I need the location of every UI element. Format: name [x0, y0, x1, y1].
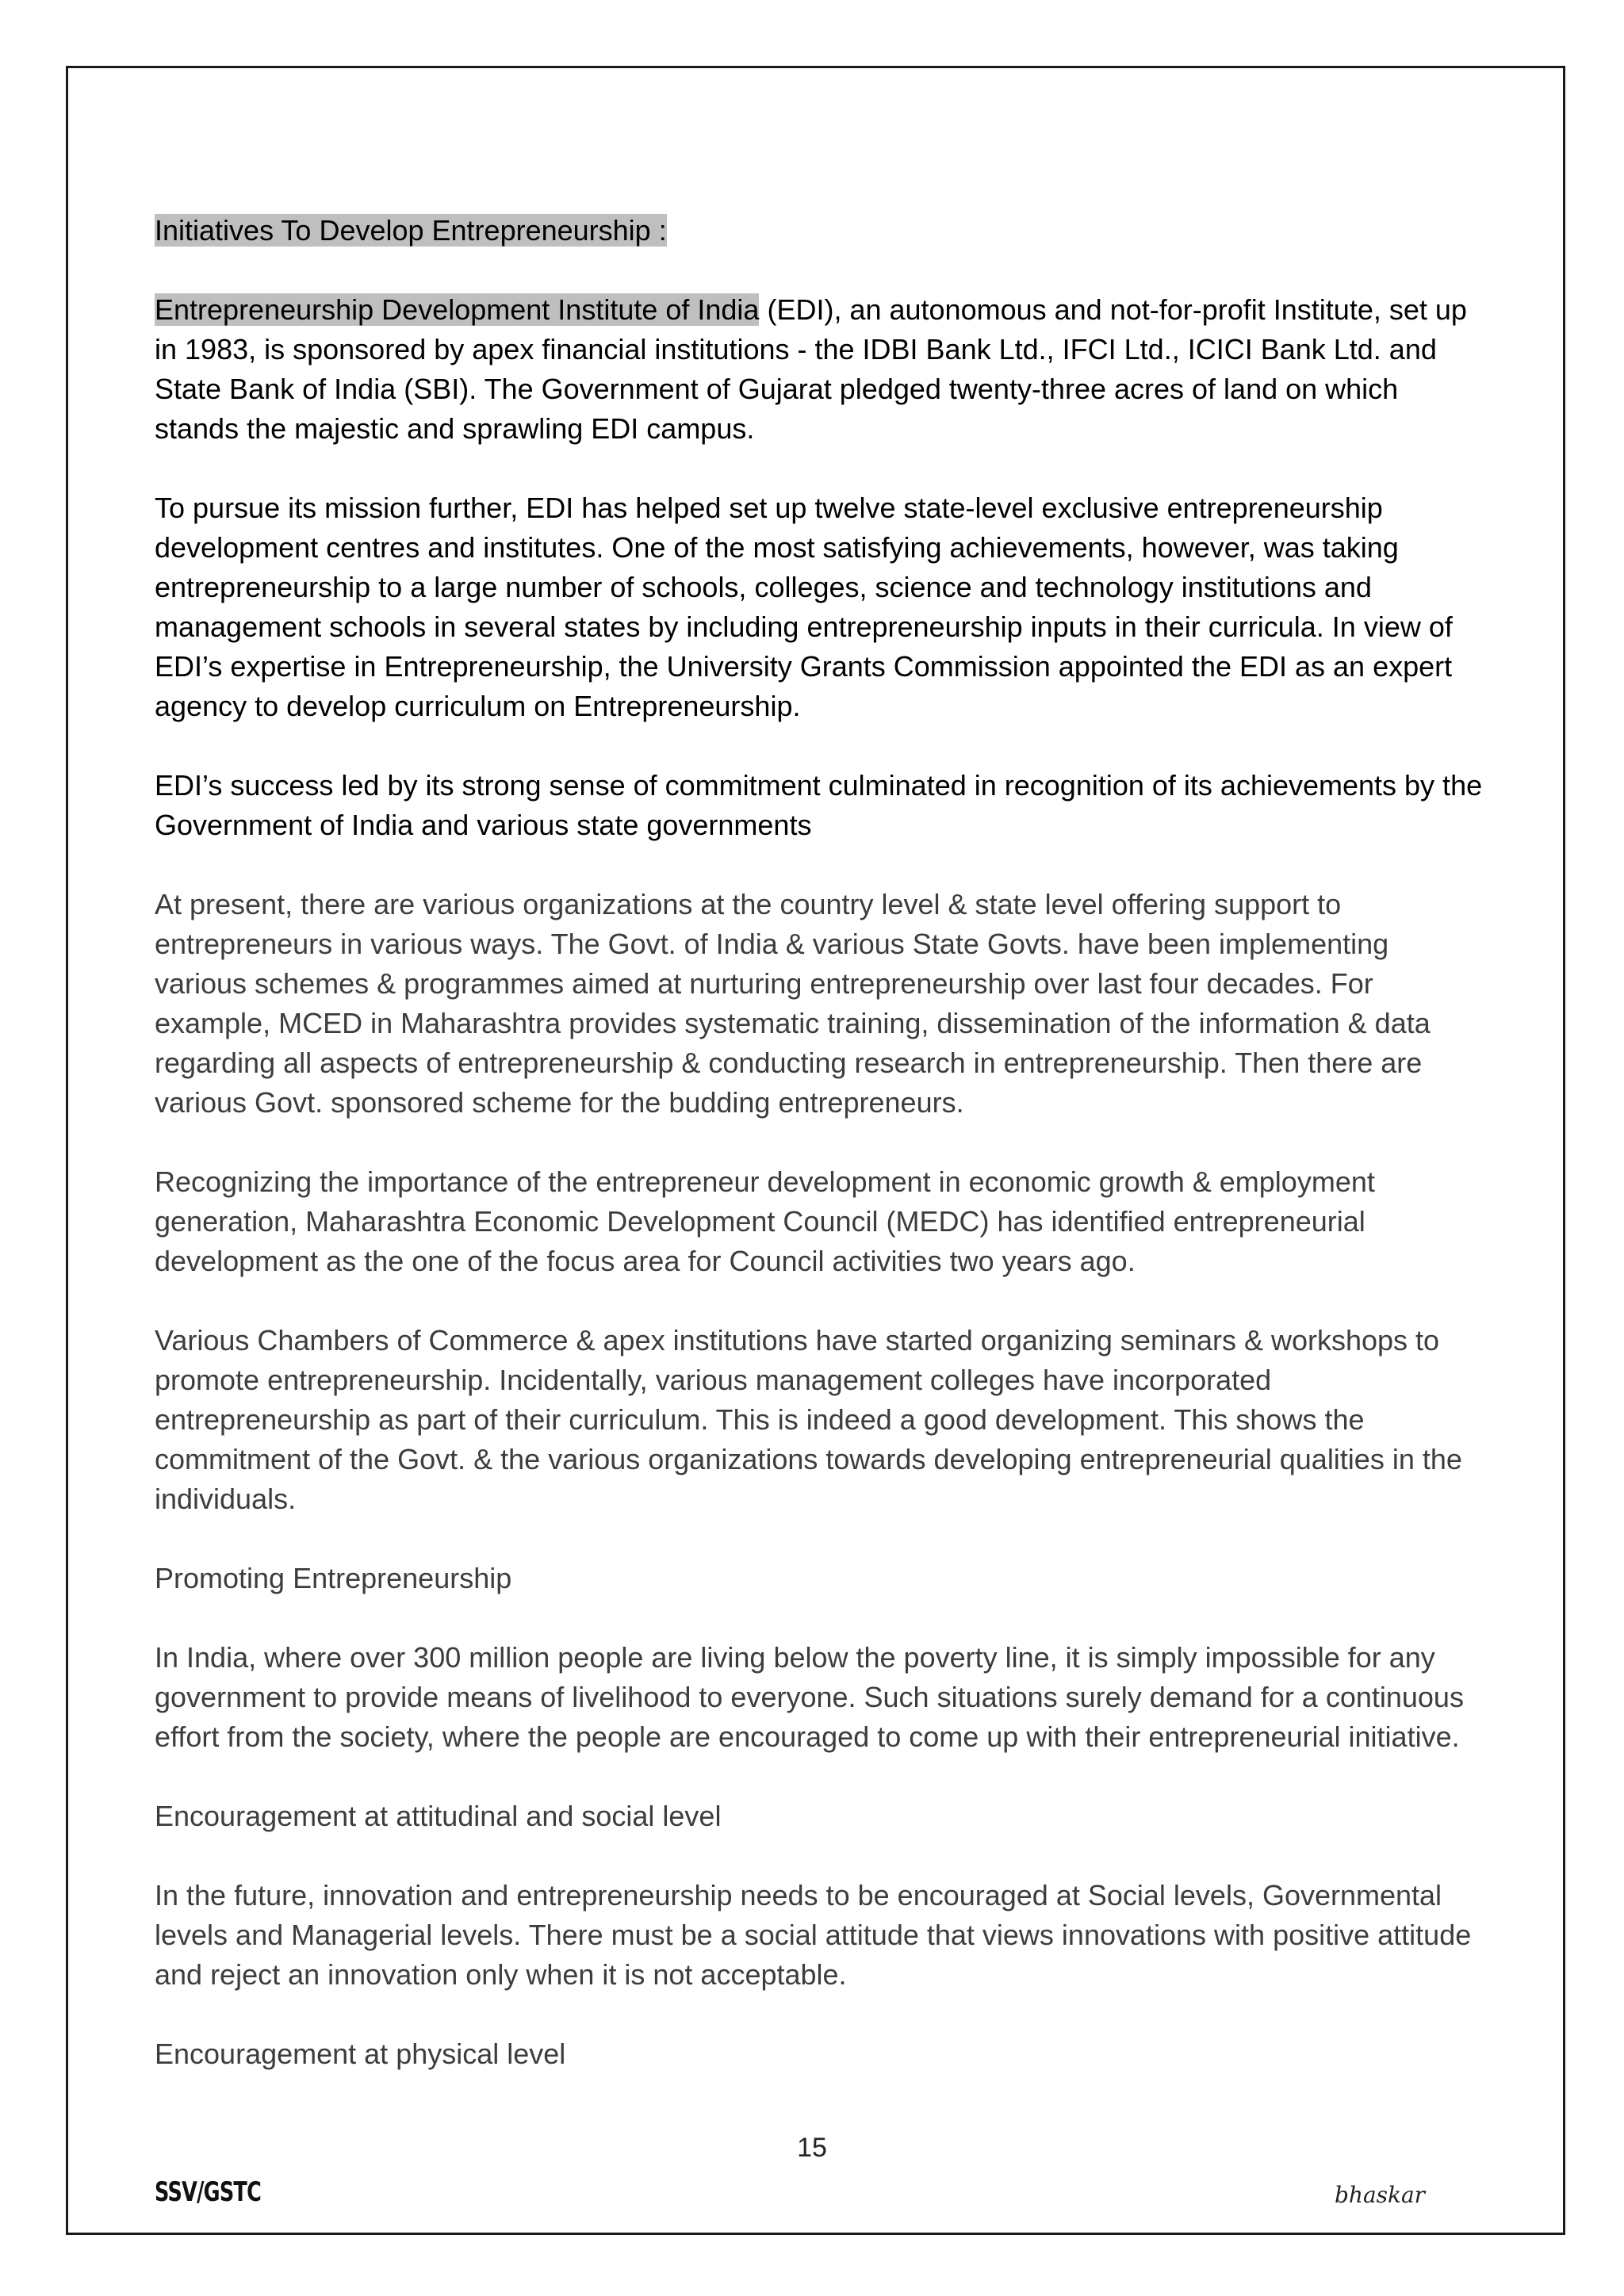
highlighted-institute-name: Entrepreneurship Development Institute of India [155, 293, 760, 326]
paragraph-poverty: In India, where over 300 million people are living below the poverty line, it is simply impossible for any government to provide means of livelihood to everyone. Such situations surely demand for a continuous effort from the society, where the people are encouraged to come up with their entrepreneurial initiative. [155, 1641, 1464, 1753]
page-number: 15 [797, 2133, 827, 2163]
paragraph-chambers: Various Chambers of Commerce & apex institutions have started organizing seminars & workshops to promote entrepreneurship. Incidentally, various management colleges have incorporated entrepreneurship as part of their curriculum. This is indeed a good development. This shows the commitment of the Govt. & the various organizations towards developing entrepreneurial qualities in the individuals. [155, 1324, 1462, 1515]
subheading-promoting: Promoting Entrepreneurship [155, 1562, 512, 1594]
subheading-physical: Encouragement at physical level [155, 2038, 566, 2070]
footer-course-code: SSV/GSTC [155, 2176, 262, 2208]
paragraph-text: (EDI), an autonomous and not-for-profit Institute, set up in 1983, is sponsored by apex financial institutions - the IDBI Bank Ltd., IFCI Ltd., ICICI Bank Ltd. and State Bank of India (SBI). The Government of Gujarat pledged twenty-three acres of land on which stands the majestic and sprawling EDI campus. [155, 293, 1467, 445]
footer-author-signature: bhaskar [1335, 2182, 1426, 2208]
document-body [155, 211, 1487, 2114]
paragraph-innovation: In the future, innovation and entrepreneurship needs to be encouraged at Social levels, Governmental levels and Managerial levels. There must be a social attitude that views innovations with positive attitude and reject an innovation only when it is not acceptable. [155, 1879, 1472, 1991]
highlighted-heading: Initiatives To Develop Entrepreneurship : [155, 214, 667, 247]
paragraph-edi-mission: To pursue its mission further, EDI has helped set up twelve state-level exclusive entrepreneurship development centres and institutes. One of the most satisfying achievements, however, was taking entrepreneurship to a large number of schools, colleges, science and technology institutions and management schools in several states by including entrepreneurship inputs in their curricula. In view of EDI’s expertise in Entrepreneurship, the University Grants Commission appointed the EDI as an expert agency to develop curriculum on Entrepreneurship. [155, 492, 1453, 722]
section-heading [155, 211, 1487, 251]
paragraph-edi-intro [155, 290, 1487, 449]
paragraph-medc: Recognizing the importance of the entrepreneur development in economic growth & employment generation, Maharashtra Economic Development Council (MEDC) has identified entrepreneurial development as the one of the focus area for Council activities two years ago. [155, 1165, 1375, 1277]
subheading-attitudinal: Encouragement at attitudinal and social level [155, 1800, 722, 1832]
paragraph-organizations: At present, there are various organizations at the country level & state level offering support to entrepreneurs in various ways. The Govt. of India & various State Govts. have been implementing various schemes & programmes aimed at nurturing entrepreneurship over last four decades. For example, MCED in Maharashtra provides systematic training, dissemination of the information & data regarding all aspects of entrepreneurship & conducting research in entrepreneurship. Then there are various Govt. sponsored scheme for the budding entrepreneurs. [155, 888, 1431, 1119]
paragraph-edi-success: EDI’s success led by its strong sense of commitment culminated in recognition of its achievements by the Government of India and various state governments [155, 769, 1483, 841]
